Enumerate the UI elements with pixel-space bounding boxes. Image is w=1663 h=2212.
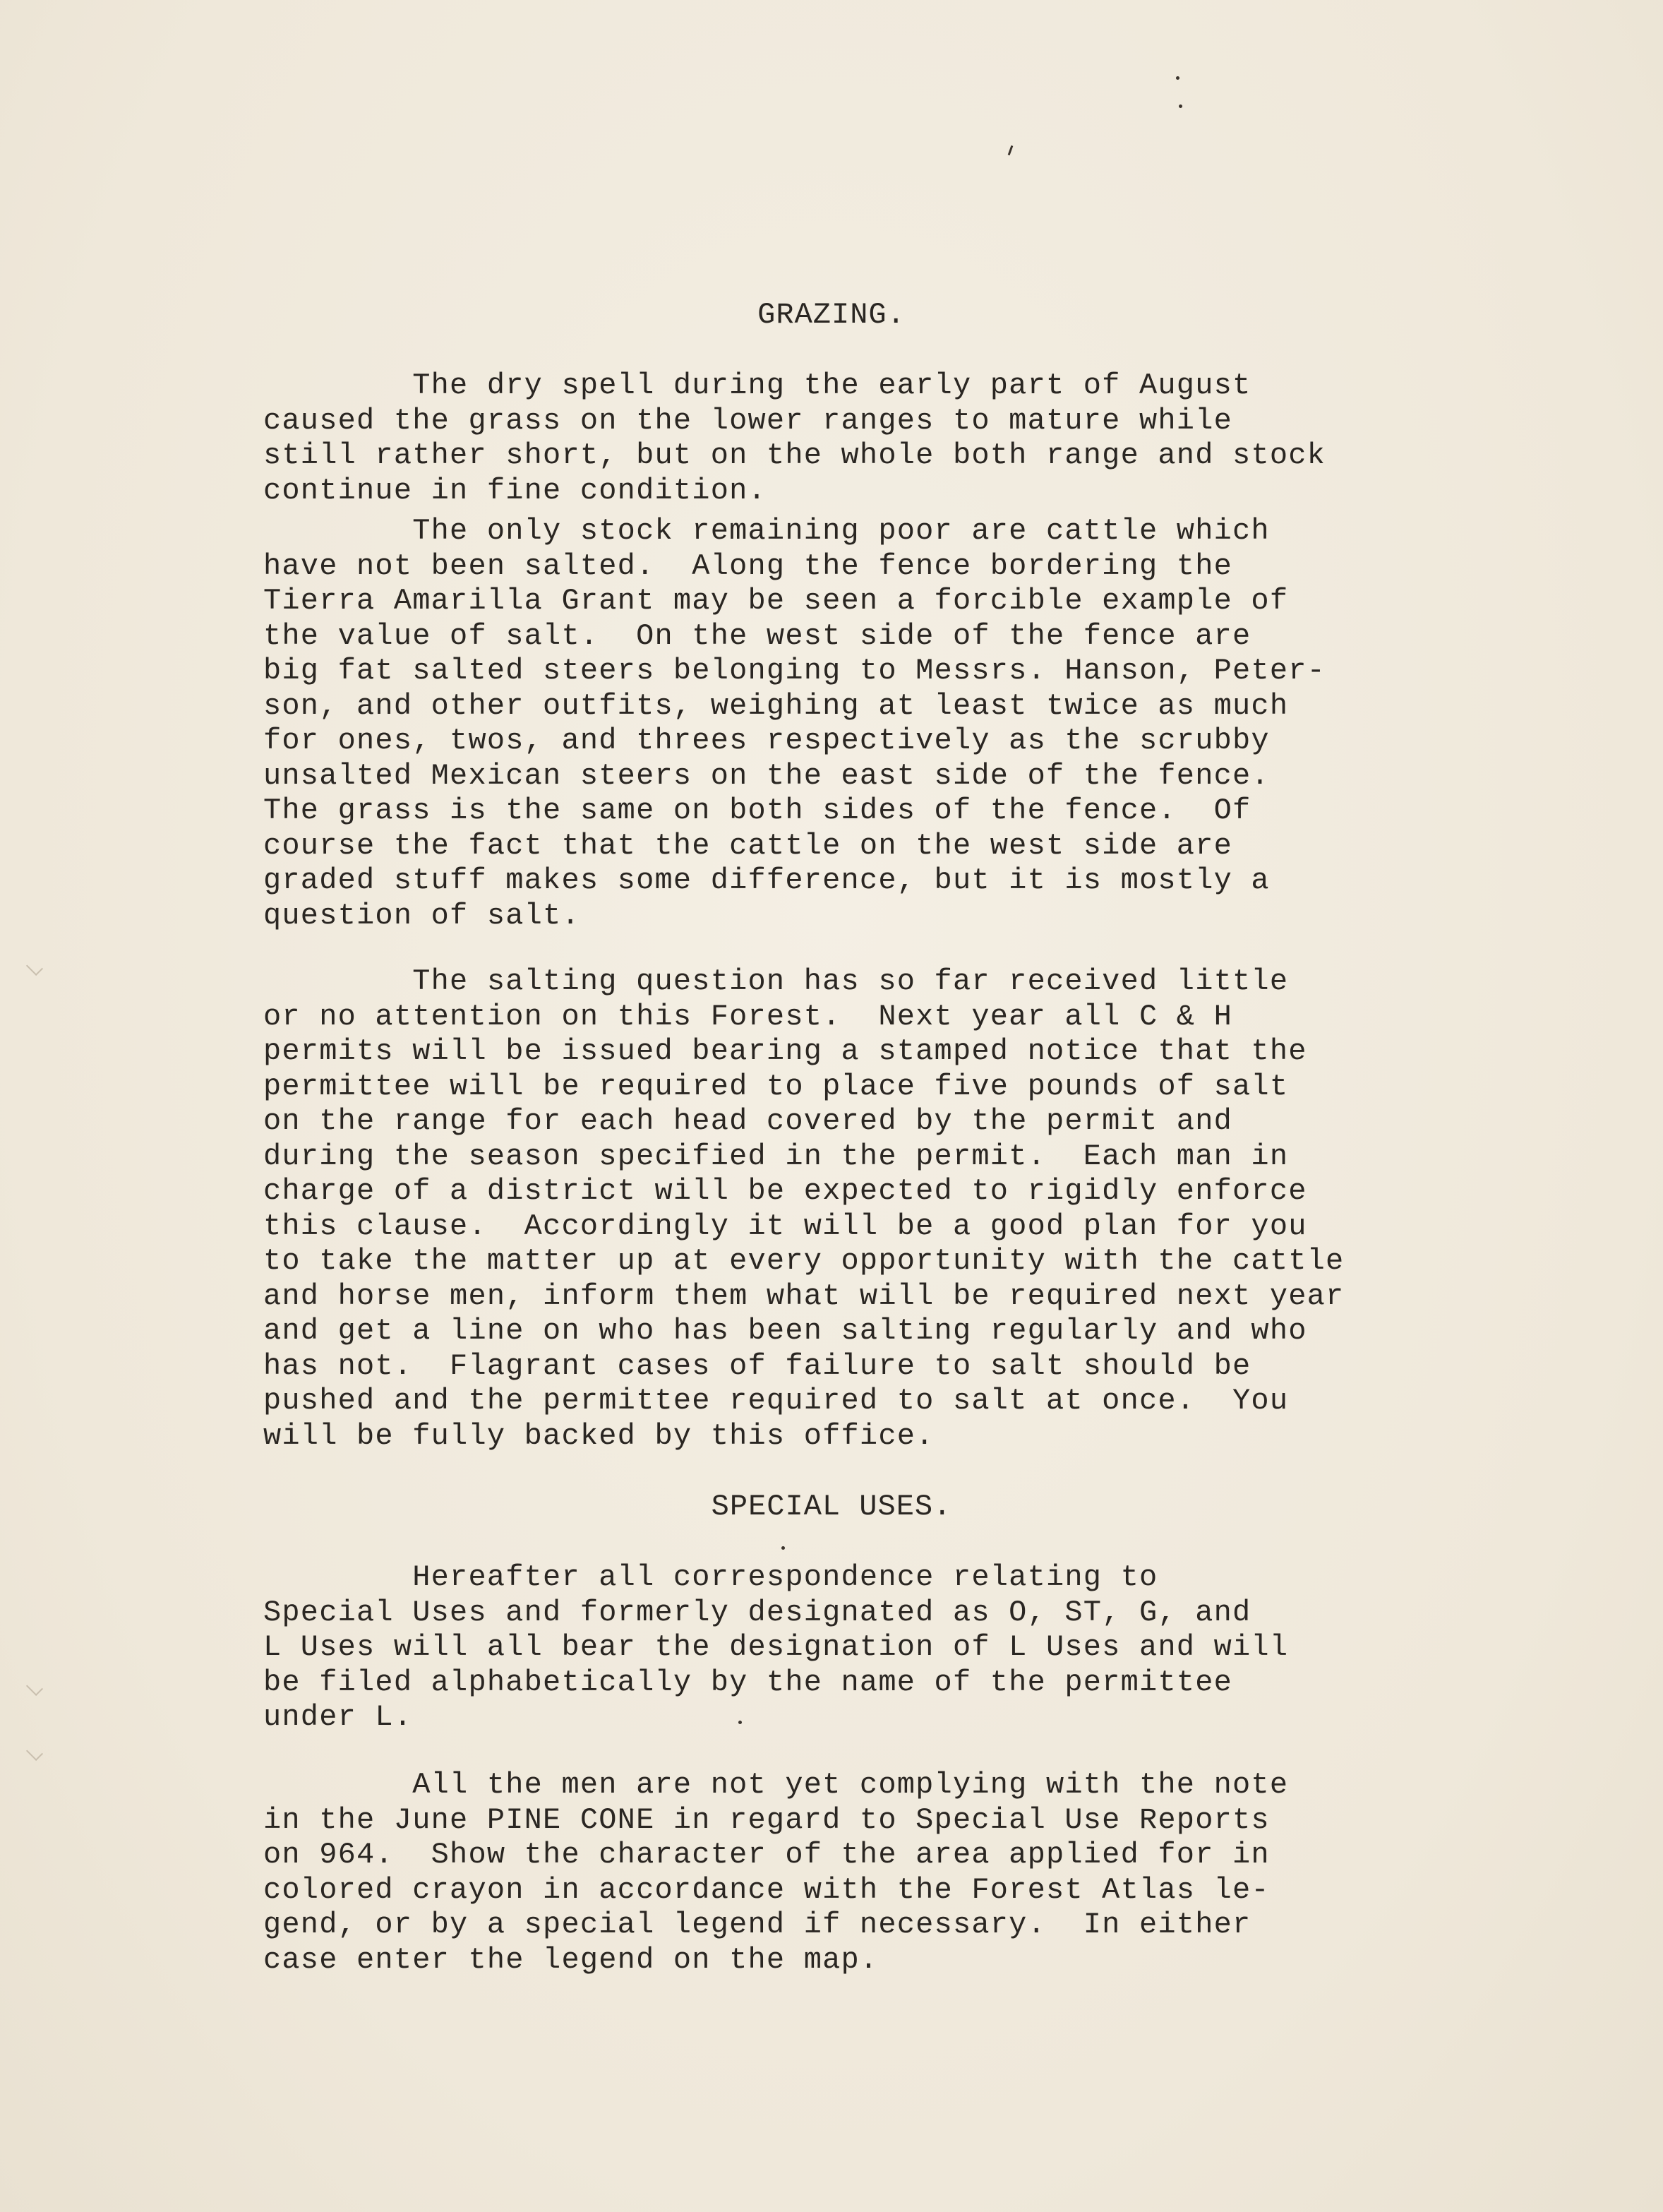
paper-mark — [1008, 145, 1014, 155]
special-uses-heading: SPECIAL USES. — [711, 1490, 952, 1524]
paper-edge-mark — [26, 1679, 43, 1696]
grazing-paragraph-3: The salting question has so far received little or no attention on this Forest. Next year all C & H permits will be issued bearing a stamped notice that the permittee will be required to place five pounds of salt on the range for each head covered by the permit and during the season specified in the permit. Each man in charge of a district will be expected to rigidly enforce this clause. Accordingly it will be a good plan for you to take the matter up at every opportunity with the cattle and horse men, inform them what will be required next year and get a line on who has been salting regularly and who has not. Flagrant cases of failure to salt should be pushed and the permittee required to salt at once. You will be fully backed by this office. — [263, 964, 1345, 1453]
paper-speck — [1179, 104, 1182, 108]
paper-speck — [1176, 76, 1179, 80]
grazing-paragraph-1: The dry spell during the early part of August caused the grass on the lower ranges to mature while still rather short, but on the whole both range and stock continue in fine condition. — [263, 369, 1326, 508]
paper-speck — [781, 1546, 785, 1550]
special-uses-paragraph-1: Hereafter all correspondence relating to Special Uses and formerly designated as O, ST, G, and L Uses will all bear the designation of L Uses and will be filed alphabetically by the name of the permittee under L. — [263, 1560, 1289, 1734]
grazing-heading: GRAZING. — [757, 298, 906, 332]
grazing-paragraph-2: The only stock remaining poor are cattle which have not been salted. Along the fence bordering the Tierra Amarilla Grant may be seen a forcible example of the value of salt. On the west side of the fence are big fat salted steers belonging to Messrs. Hanson, Peter- son, and other outfits, weighing at least twice as much for ones, twos, and threes respectively as the scrubby unsalted Mexican steers on the east side of the fence. The grass is the same on both sides of the fence. Of course the fact that the cattle on the west side are graded stuff makes some difference, but it is mostly a question of salt. — [263, 514, 1326, 933]
special-uses-paragraph-2: All the men are not yet complying with the note in the June PINE CONE in regard to Special Use Reports on 964. Show the character of the area applied for in colored crayon in accordance with the Forest Atlas le- gend, or by a special legend if necessary. In either case enter the legend on the map. — [263, 1768, 1289, 1977]
paper-edge-mark — [26, 959, 43, 976]
paper-edge-mark — [26, 1744, 43, 1761]
